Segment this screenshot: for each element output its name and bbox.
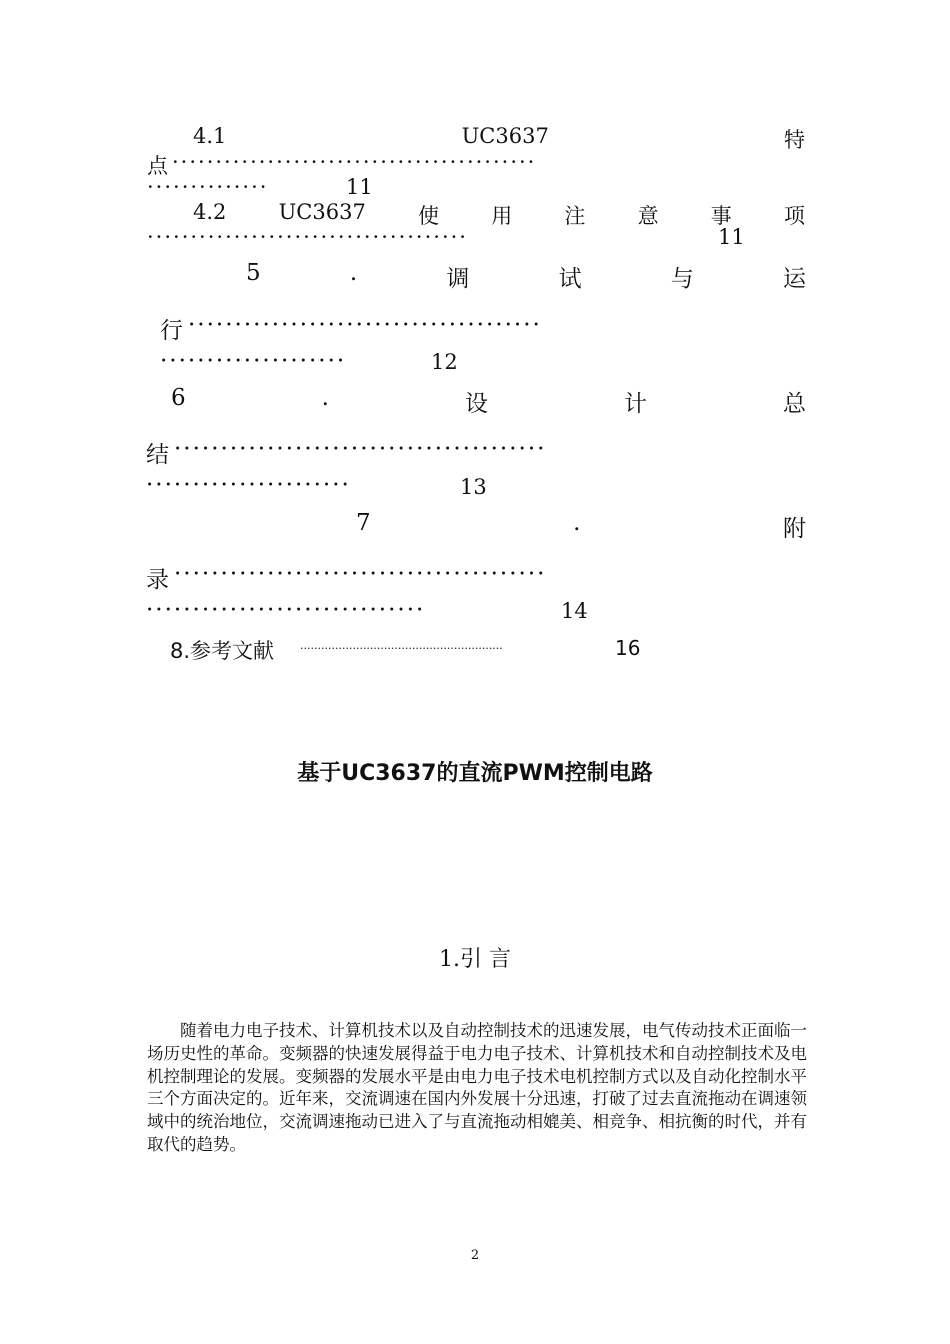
- toc-title-char: 用: [491, 204, 513, 228]
- toc-leader-dots: ··············: [147, 175, 269, 199]
- page-number: 2: [470, 1248, 480, 1263]
- toc-number: 4.2: [193, 200, 227, 224]
- section-heading: 1.引 言: [439, 947, 511, 972]
- toc-number: 6: [171, 385, 186, 411]
- toc-leader-dots: ··········································: [172, 150, 537, 174]
- toc-title-char: 调: [446, 266, 470, 292]
- paragraph-text: 随着电力电子技术、计算机技术以及自动控制技术的迅速发展，电气传动技术正面临一场历史性的革命。变频器的快速发展得益于电力电子技术、计算机技术和自动控制技术及电机控制理论的发展。变频器的发展水平是由电力电子技术电机控制方式以及自动化控制水平三个方面决定的。近年来，交流调速在国内外发展十分迅速，打破了过去直流拖动在调速领域中的统治地位，交流调速拖动已进入了与直流拖动相媲美、相竞争、相抗衡的时代，并有取代的趋势。: [147, 1021, 807, 1154]
- toc-page-number: 11: [718, 225, 745, 249]
- toc-leader-dots: ······················: [146, 472, 351, 498]
- toc-number: 7: [356, 510, 371, 536]
- toc-title-char: 项: [783, 204, 805, 228]
- toc-page-number: 12: [431, 350, 458, 374]
- toc-title-char: 特: [784, 128, 805, 152]
- toc-title-wrap: 行: [160, 318, 183, 344]
- toc-title-char: 使: [418, 204, 439, 228]
- toc-leader-dots: ······································: [188, 312, 542, 338]
- toc-title-wrap: 结: [146, 442, 169, 468]
- toc-title-wrap: 录: [146, 567, 169, 593]
- toc-entry-5-heading: [246, 260, 806, 293]
- toc-title-char: 注: [564, 204, 586, 228]
- toc-leader-dots: ········································: [174, 561, 547, 587]
- toc-leader-dots: ··························································: [300, 642, 503, 655]
- toc-leader-dots: ········································: [174, 436, 547, 462]
- toc-number: 5: [246, 260, 261, 286]
- toc-chip-name: UC3637: [278, 200, 366, 224]
- toc-title-wrap: 点: [147, 154, 168, 178]
- toc-title-char: 计: [623, 391, 647, 417]
- toc-title-char: 试: [558, 266, 582, 292]
- toc-separator: .: [349, 260, 358, 286]
- toc-title-char: 设: [464, 391, 488, 417]
- body-paragraph: [147, 1020, 807, 1157]
- toc-page-number: 16: [615, 636, 641, 660]
- toc-title-char: 运: [782, 266, 806, 292]
- toc-title-char: 事: [710, 204, 732, 228]
- toc-title-char: 附: [782, 516, 806, 542]
- toc-page-number: 13: [460, 475, 487, 499]
- toc-leader-dots: ·····································: [147, 225, 468, 249]
- toc-separator: .: [321, 385, 329, 411]
- toc-page-number: 11: [346, 175, 373, 199]
- toc-entry-6-heading: [171, 385, 806, 418]
- toc-chip-name: UC3637: [461, 124, 549, 148]
- toc-page-number: 14: [561, 599, 588, 623]
- document-title: 基于UC3637的直流PWM控制电路: [297, 761, 653, 786]
- toc-number: 4.1: [193, 124, 227, 148]
- toc-entry-7-heading: [356, 510, 806, 543]
- toc-leader-dots: ····················: [160, 348, 347, 374]
- toc-title-char: 意: [637, 204, 659, 228]
- toc-separator: .: [573, 510, 581, 536]
- toc-entry-8-label: 8.参考文献: [170, 639, 275, 663]
- toc-leader-dots: ······························: [146, 597, 426, 623]
- toc-title-char: 与: [670, 266, 694, 292]
- toc-title-char: 总: [782, 391, 806, 417]
